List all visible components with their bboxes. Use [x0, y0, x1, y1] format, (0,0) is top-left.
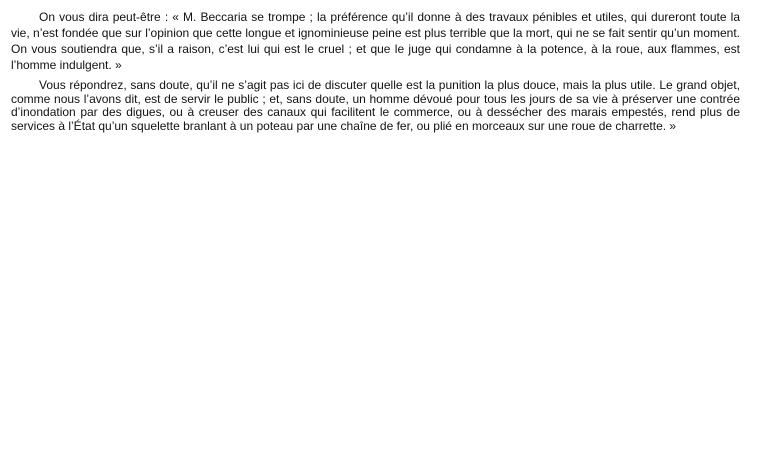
paragraph-2: Vous répondrez, sans doute, qu’il ne s’agit pas ici de discuter quelle est la punition la plus douce, mais la plus utile. Le grand objet, comme nous l’avons dit, est de servir le public ; et, sans doute, un homme dévoué pour tous les jours de sa vie à préserver une contrée d’inondation par des digues, ou à creuser des canaux qui facilitent le commerce, ou à dessécher des marais empestés, rend plus de services à l’État qu’un squelette branlant à un poteau par une chaîne de fer, ou plié en morceaux sur une roue de charrette. » [11, 78, 740, 133]
paragraph-1: On vous dira peut-être : « M. Beccaria se trompe ; la préférence qu’il donne à des travaux pénibles et utiles, qui dureront toute la vie, n’est fondée que sur l’opinion que cette longue et ignominieuse peine est plus terrible que la mort, qui ne se fait sentir qu’un moment. On vous soutiendra que, s’il a raison, c’est lui qui est le cruel ; et que le juge qui condamne à la potence, à la roue, aux flammes, est l’homme indulgent. » [11, 10, 740, 72]
document-text [11, 9, 740, 133]
